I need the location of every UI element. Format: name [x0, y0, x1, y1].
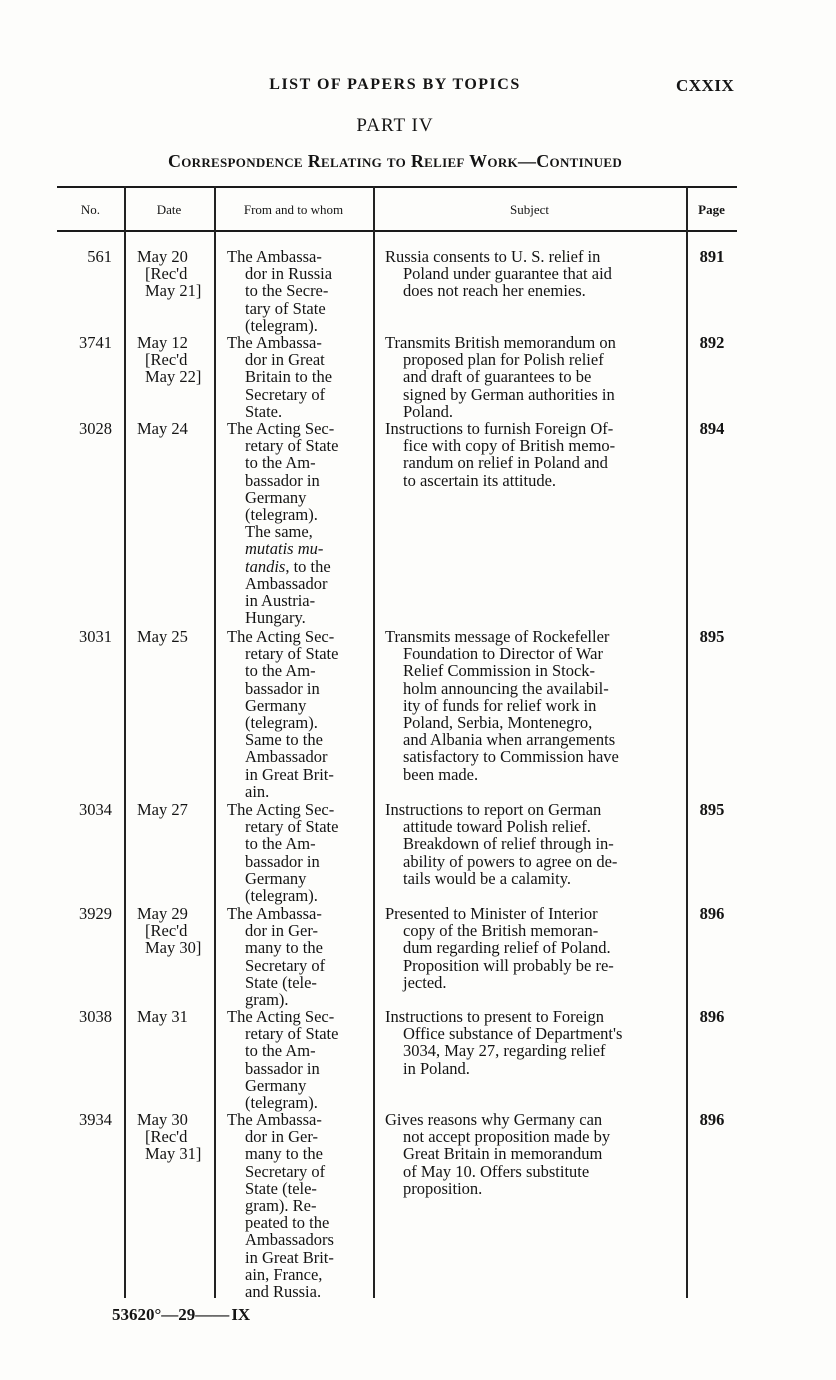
col-header-from: From and to whom — [243, 202, 344, 217]
sent-date: May 24 — [137, 419, 188, 438]
text-line: in Poland. — [403, 1058, 470, 1078]
doc-number: 561 — [87, 247, 112, 266]
text-line: and Russia. — [245, 1282, 322, 1302]
from-to-cell — [227, 334, 367, 420]
text-line: (telegram). — [245, 713, 318, 733]
text-line: Hungary. — [245, 608, 306, 628]
date-cell — [137, 801, 207, 818]
text-line: The Acting Sec- — [227, 419, 335, 438]
text-line: Breakdown of relief through in- — [403, 834, 614, 854]
subject-cell — [385, 801, 675, 887]
doc-number: 3741 — [79, 333, 112, 352]
text-line: ain, France, — [245, 1264, 323, 1284]
text-line: tails would be a calamity. — [403, 868, 572, 888]
date-cell — [137, 628, 207, 645]
received-date-line: May 22] — [145, 367, 202, 387]
sent-date: May 30 — [137, 1110, 188, 1129]
text-line: to the Am- — [245, 453, 316, 473]
from-to-cell — [227, 905, 367, 1008]
text-line: attitude toward Polish relief. — [403, 817, 591, 837]
text-line: to ascertain its attitude. — [403, 470, 557, 490]
date-cell — [137, 905, 207, 957]
text-line: Instructions to present to Foreign — [385, 1007, 605, 1026]
text-line: bassador in — [245, 851, 320, 871]
section-heading: Correspondence Relating to Relief Work—Continued — [167, 151, 623, 171]
text-line: holm announcing the availabil- — [403, 678, 609, 698]
table-top-rule — [57, 186, 737, 188]
text-line: Poland, Serbia, Montenegro, — [403, 713, 593, 733]
papers-table — [57, 186, 737, 1302]
text-line: 3034, May 27, regarding relief — [403, 1041, 606, 1061]
text-line: to the Am- — [245, 1041, 316, 1061]
text-line: proposed plan for Polish relief — [403, 350, 604, 370]
text-line: (telegram). — [245, 315, 318, 335]
text-line: been made. — [403, 764, 479, 784]
received-date-line: May 30] — [145, 938, 202, 958]
text-line: proposition. — [403, 1178, 483, 1198]
date-cell — [137, 420, 207, 437]
text-line: The same, — [245, 522, 313, 542]
text-line: Instructions to furnish Foreign Of- — [385, 419, 614, 438]
imprint-code: 53620°—29—— — [112, 1305, 230, 1324]
text-line: Germany — [245, 1075, 307, 1095]
date-cell — [137, 1111, 207, 1163]
text-line: fice with copy of British memo- — [403, 436, 616, 456]
date-cell — [137, 248, 207, 300]
text-line: Secretary of — [245, 384, 326, 404]
text-line: Great Britain in memorandum — [403, 1144, 603, 1164]
page-number: CXXIX — [676, 76, 735, 95]
subject-cell — [385, 905, 675, 991]
received-date-line: [Rec'd — [145, 921, 188, 941]
text-line: to the Secre- — [245, 281, 329, 301]
column-divider — [373, 186, 375, 1298]
running-title: LIST OF PAPERS BY TOPICS — [269, 76, 521, 93]
text-line: The Ambassa- — [227, 247, 322, 266]
subject-cell — [385, 1111, 675, 1197]
text-line: dum regarding relief of Poland. — [403, 938, 611, 958]
text-line: does not reach her enemies. — [403, 281, 586, 301]
text-line: Germany — [245, 487, 307, 507]
subject-cell — [385, 628, 675, 783]
page-ref: 896 — [699, 904, 725, 923]
text-line: Transmits British memorandum on — [385, 333, 616, 352]
doc-number: 3028 — [79, 419, 112, 438]
text-line: The Ambassa- — [227, 1110, 322, 1129]
text-line: in Great Brit- — [245, 1247, 334, 1267]
subject-cell — [385, 420, 675, 489]
text-line: retary of State — [245, 644, 339, 664]
text-line: many to the — [245, 938, 323, 958]
from-to-cell — [227, 248, 367, 334]
text-line: peated to the — [245, 1213, 330, 1233]
doc-number: 3929 — [79, 904, 112, 923]
text-line: gram). — [245, 990, 289, 1010]
subject-cell — [385, 1008, 675, 1077]
text-line: (telegram). — [245, 1093, 318, 1113]
text-line: bassador in — [245, 678, 320, 698]
doc-number: 3034 — [79, 800, 112, 819]
sent-date: May 31 — [137, 1007, 188, 1026]
from-to-cell — [227, 1008, 367, 1111]
table-header-rule — [57, 230, 737, 232]
column-divider — [686, 186, 688, 1298]
text-line: Foundation to Director of War — [403, 644, 603, 664]
text-line: and draft of guarantees to be — [403, 367, 592, 387]
page-ref: 892 — [699, 333, 725, 352]
col-header-subject: Subject — [510, 202, 549, 217]
text-line: jected. — [403, 972, 447, 992]
from-to-cell — [227, 1111, 367, 1300]
text-line: Transmits message of Rockefeller — [385, 627, 610, 646]
date-cell — [137, 1008, 207, 1025]
text-line: Secretary of — [245, 1161, 326, 1181]
doc-number: 3031 — [79, 627, 112, 646]
text-line: ity of funds for relief work in — [403, 695, 597, 715]
received-date-line: [Rec'd — [145, 1127, 188, 1147]
text-line: The Ambassa- — [227, 904, 322, 923]
sent-date: May 12 — [137, 333, 188, 352]
text-line: Germany — [245, 695, 307, 715]
text-line: many to the — [245, 1144, 323, 1164]
page-ref: 895 — [699, 800, 725, 819]
received-date-line: May 21] — [145, 281, 202, 301]
signature-mark: IX — [231, 1305, 251, 1324]
sent-date: May 29 — [137, 904, 188, 923]
text-line: bassador in — [245, 470, 320, 490]
text-line: in Great Brit- — [245, 764, 334, 784]
text-line: retary of State — [245, 817, 339, 837]
text-line: The Acting Sec- — [227, 1007, 335, 1026]
text-line: The Acting Sec- — [227, 627, 335, 646]
column-divider — [124, 186, 126, 1298]
text-line: State. — [245, 401, 283, 421]
text-line: Same to the — [245, 730, 323, 750]
doc-number: 3038 — [79, 1007, 112, 1026]
text-line: randum on relief in Poland and — [403, 453, 608, 473]
text-line: not accept proposition made by — [403, 1127, 611, 1147]
text-line: Secretary of — [245, 955, 326, 975]
subject-cell — [385, 334, 675, 420]
text-line: gram). Re- — [245, 1196, 317, 1216]
text-line: signed by German authorities in — [403, 384, 615, 404]
printer-imprint — [112, 1305, 250, 1325]
sent-date: May 25 — [137, 627, 188, 646]
text-line: Germany — [245, 868, 307, 888]
text-line: dor in Great — [245, 350, 325, 370]
text-line: dor in Ger- — [245, 1127, 318, 1147]
text-line: (telegram). — [245, 886, 318, 906]
text-line: Relief Commission in Stock- — [403, 661, 596, 681]
text-line: of May 10. Offers substitute — [403, 1161, 590, 1181]
page-ref: 895 — [699, 627, 725, 646]
text-line: retary of State — [245, 436, 339, 456]
text-line: (telegram). — [245, 505, 318, 525]
sent-date: May 27 — [137, 800, 188, 819]
page-ref: 894 — [699, 419, 725, 438]
text-line: Presented to Minister of Interior — [385, 904, 598, 923]
text-line: Russia consents to U. S. relief in — [385, 247, 601, 266]
text-line: ain. — [245, 781, 270, 801]
text-line: dor in Ger- — [245, 921, 318, 941]
date-cell — [137, 334, 207, 386]
text-line: Poland under guarantee that aid — [403, 264, 612, 284]
page-ref: 891 — [699, 247, 725, 266]
received-date-line: [Rec'd — [145, 350, 188, 370]
text-line: Britain to the — [245, 367, 333, 387]
doc-number: 3934 — [79, 1110, 112, 1129]
text-line: and Albania when arrangements — [403, 730, 616, 750]
text-line: retary of State — [245, 1024, 339, 1044]
text-line: to the Am- — [245, 834, 316, 854]
col-header-date: Date — [156, 202, 182, 217]
text-line: The Acting Sec- — [227, 800, 335, 819]
text-line: Gives reasons why Germany can — [385, 1110, 603, 1129]
from-to-cell — [227, 420, 367, 626]
text-line: Proposition will probably be re- — [403, 955, 614, 975]
from-to-cell — [227, 628, 367, 800]
part-heading: PART IV — [356, 115, 434, 136]
text-line: Ambassadors — [245, 1230, 334, 1250]
received-date-line: May 31] — [145, 1144, 202, 1164]
from-to-cell — [227, 801, 367, 904]
text-line: bassador in — [245, 1058, 320, 1078]
text-line: tandis, to the — [245, 556, 331, 576]
page-ref: 896 — [699, 1110, 725, 1129]
text-line: ability of powers to agree on de- — [403, 851, 618, 871]
text-line: tary of State — [245, 298, 326, 318]
text-line: Instructions to report on German — [385, 800, 602, 819]
text-line: The Ambassa- — [227, 333, 322, 352]
col-header-page: Page — [698, 202, 725, 217]
received-date-line: [Rec'd — [145, 264, 188, 284]
text-line: Ambassador — [245, 747, 328, 767]
text-line: State (tele- — [245, 1178, 317, 1198]
subject-cell — [385, 248, 675, 300]
sent-date: May 20 — [137, 247, 188, 266]
text-line: to the Am- — [245, 661, 316, 681]
column-divider — [214, 186, 216, 1298]
text-line: satisfactory to Commission have — [403, 747, 619, 767]
col-header-no: No. — [80, 202, 101, 217]
text-line: copy of the British memoran- — [403, 921, 599, 941]
text-line: dor in Russia — [245, 264, 333, 284]
text-line: Office substance of Department's — [403, 1024, 623, 1044]
text-line: Ambassador — [245, 573, 328, 593]
text-line: Poland. — [403, 401, 453, 421]
text-line: State (tele- — [245, 972, 317, 992]
text-line: mutatis mu- — [245, 539, 324, 559]
page-ref: 896 — [699, 1007, 725, 1026]
text-line: in Austria- — [245, 591, 316, 611]
